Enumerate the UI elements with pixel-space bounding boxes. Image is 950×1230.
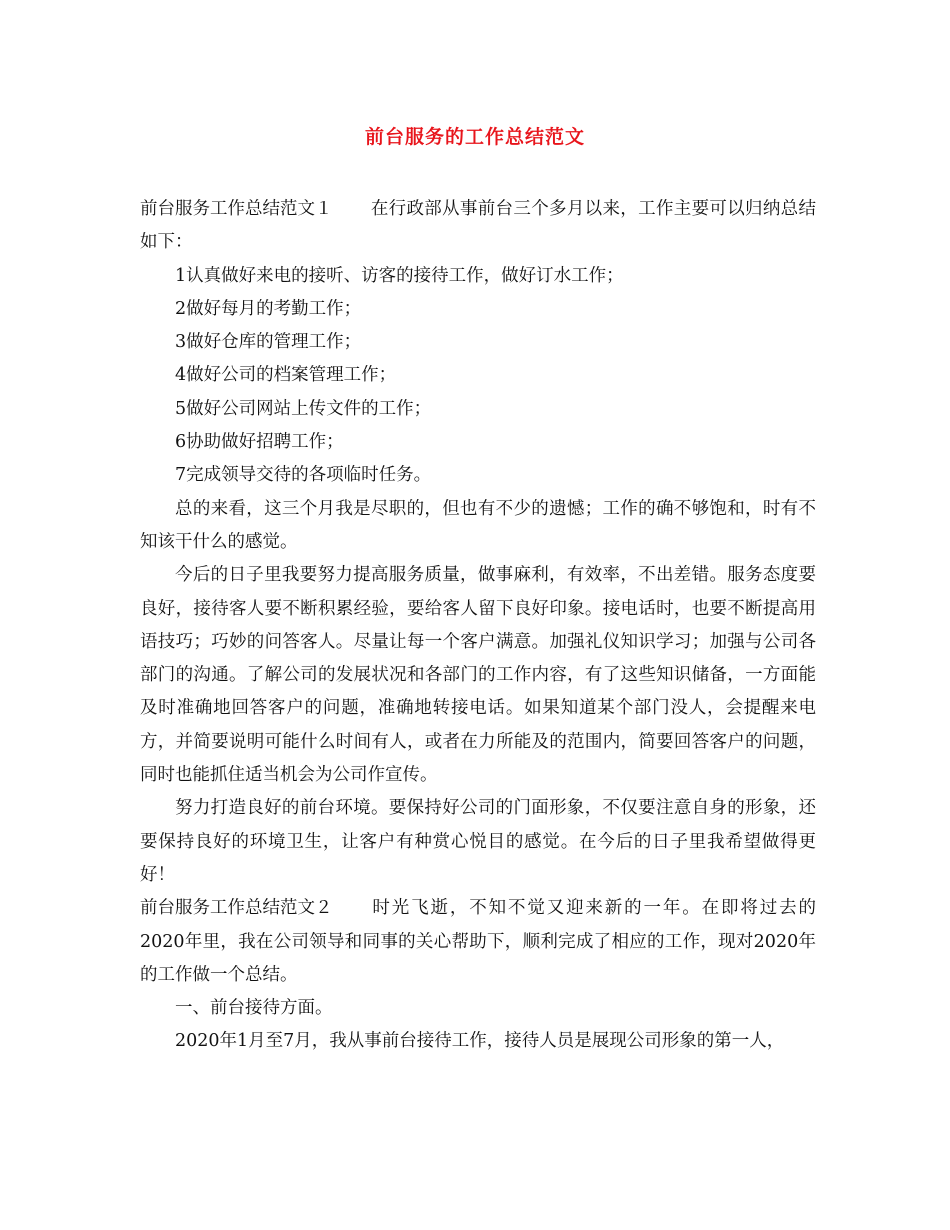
list-item: 4做好公司的档案管理工作； — [175, 365, 397, 386]
section-2-heading: 前台服务工作总结范文２ — [140, 898, 333, 919]
body-paragraph: 努力打造良好的前台环境。要保持好公司的门面形象，不仅要注意自身的形象，还要保持良好的环境卫生，让客户有种赏心悦目的感觉。在今后的日子里我希望做得更好！ — [140, 798, 816, 885]
body-paragraph: 2020年1月至7月，我从事前台接待工作，接待人员是展现公司形象的第一人， — [175, 1031, 785, 1052]
document-title: 前台服务的工作总结范文 — [364, 126, 585, 148]
section-1-intro: 在行政部从事前台三个多月以来，工作主要可以归纳总结如下： — [140, 199, 816, 253]
document-body — [140, 193, 816, 1059]
section-1-intro-paragraph — [140, 193, 816, 260]
list-item: 2做好每月的考勤工作； — [175, 298, 362, 319]
section-2-subheading: 一、前台接待方面。 — [175, 998, 333, 1019]
body-paragraph: 今后的日子里我要努力提高服务质量，做事麻利，有效率，不出差错。服务态度要良好，接待客人要不断积累经验，要给客人留下良好印象。接电话时，也要不断提高用语技巧；巧妙的问答客人。尽量让每一个客户满意。加强礼仪知识学习；加强与公司各部门的沟通。了解公司的发展状况和各部门的工作内容，有了这些知识储备，一方面能及时准确地回答客户的问题，准确地转接电话。如果知道某个部门没人，会提醒来电方，并简要说明可能什么时间有人，或者在力所能及的范围内，简要回答客户的问题，同时也能抓住适当机会为公司作宣传。 — [140, 565, 816, 786]
list-item: 1认真做好来电的接听、访客的接待工作，做好订水工作； — [175, 265, 624, 286]
body-paragraph: 总的来看，这三个月我是尽职的，但也有不少的遗憾；工作的确不够饱和，时有不知该干什么的感觉。 — [140, 498, 816, 552]
list-item: 3做好仓库的管理工作； — [175, 332, 362, 353]
list-item: 7完成领导交待的各项临时任务。 — [175, 465, 432, 486]
section-2-intro-paragraph — [140, 892, 816, 992]
section-1-heading: 前台服务工作总结范文１ — [140, 199, 333, 219]
list-item: 5做好公司网站上传文件的工作； — [175, 398, 432, 419]
section-2-intro: 时光飞逝，不知不觉又迎来新的一年。在即将过去的2020年里，我在公司领导和同事的关心帮助下，顺利完成了相应的工作，现对2020年的工作做一个总结。 — [140, 898, 816, 985]
list-item: 6协助做好招聘工作； — [175, 432, 344, 453]
